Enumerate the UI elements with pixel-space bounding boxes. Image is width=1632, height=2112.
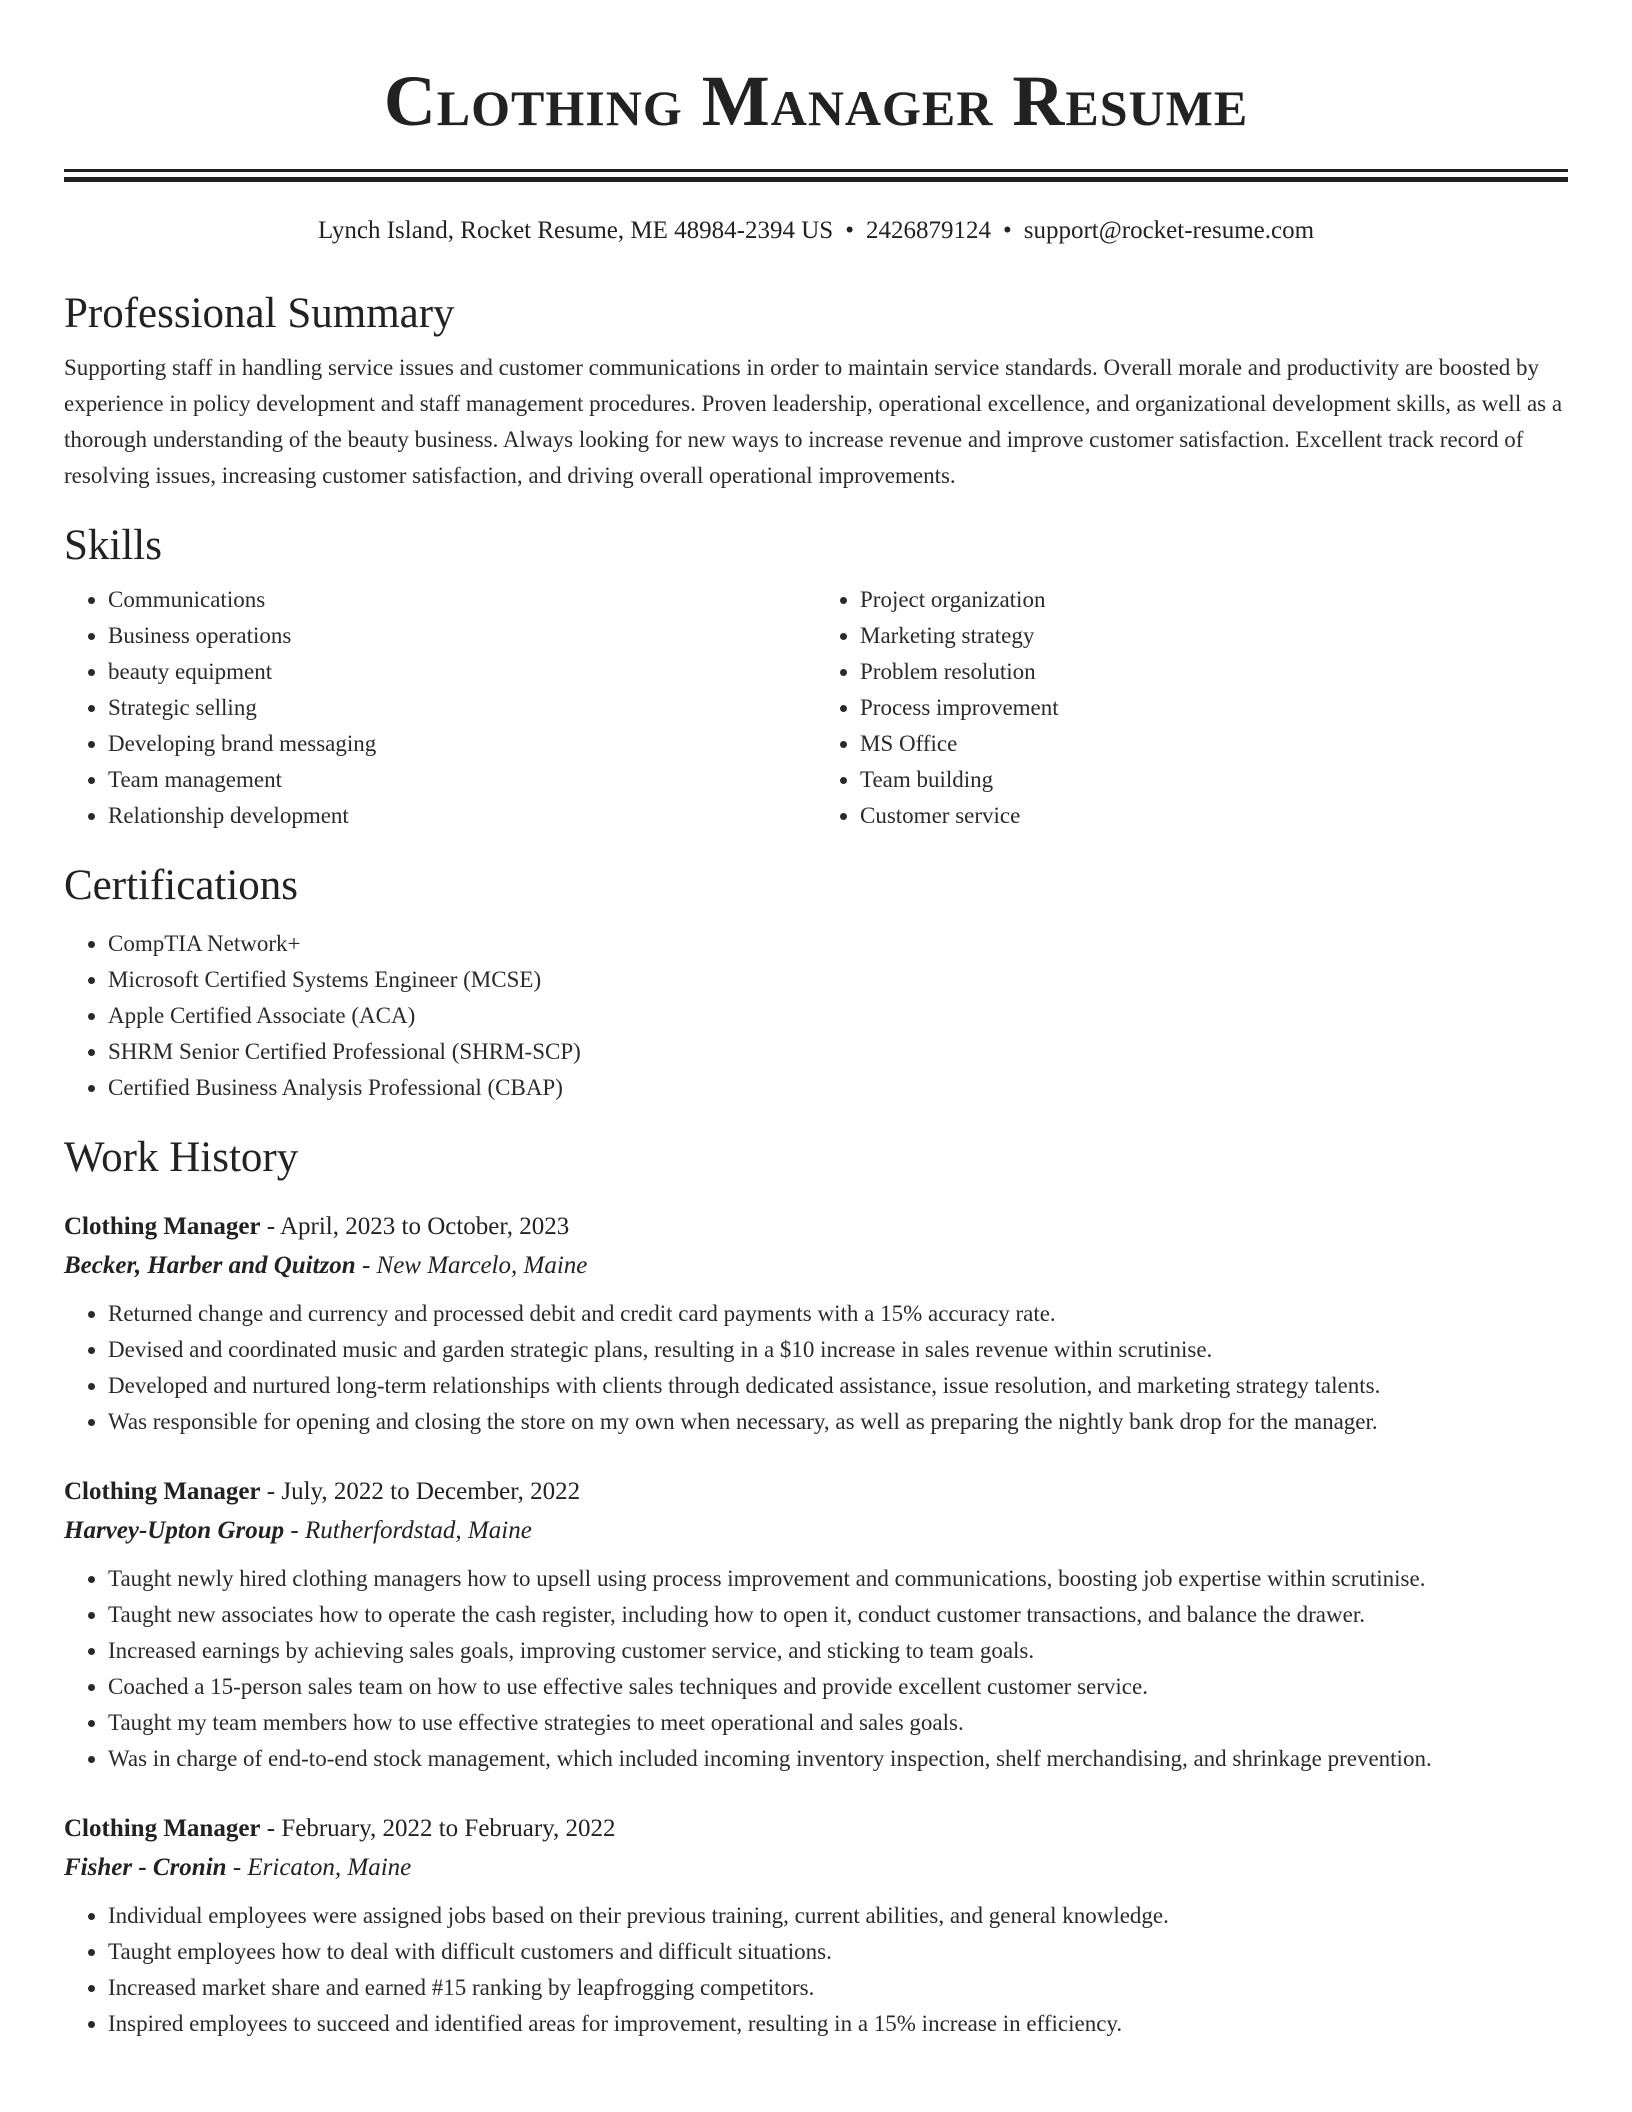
job-title: Clothing Manager	[64, 1213, 261, 1240]
skill-item: • Problem resolution	[860, 654, 1568, 690]
job-dates: April, 2023 to October, 2023	[279, 1213, 570, 1240]
skill-item: • Project organization	[860, 582, 1568, 618]
certification-item: • SHRM Senior Certified Professional (SHRM-SCP)	[108, 1034, 1568, 1070]
job-bullet: • Devised and coordinated music and garden strategic plans, resulting in a $10 increase in sales revenue within scrutinise.	[108, 1332, 1568, 1368]
job-company-line	[64, 1511, 1568, 1551]
skill-item: • beauty equipment	[108, 654, 816, 690]
skills-list-right	[816, 582, 1568, 834]
section-heading-summary: Professional Summary	[64, 290, 455, 337]
certification-item: • Certified Business Analysis Professional (CBAP)	[108, 1070, 1568, 1106]
skills-section	[64, 520, 1568, 834]
skills-list-left	[64, 582, 816, 834]
skill-item: • Relationship development	[108, 798, 816, 834]
job-title-line	[64, 1208, 1568, 1246]
skill-item: • Strategic selling	[108, 690, 816, 726]
certification-item: • Apple Certified Associate (ACA)	[108, 998, 1568, 1034]
contact-separator: •	[845, 217, 854, 244]
summary-text: Supporting staff in handling service issues and customer communications in order to maintain service standards. Overall morale and productivity are boosted by experience in policy development and staff management procedures. Proven leadership, operational excellence, and organizational development skills, as well as a thorough understanding of the beauty business. Always looking for new ways to increase revenue and improve customer satisfaction. Excellent track record of resolving issues, increasing customer satisfaction, and driving overall operational improvements.	[64, 355, 1563, 488]
job-title: Clothing Manager	[64, 1478, 261, 1505]
certification-item: • Microsoft Certified Systems Engineer (MCSE)	[108, 962, 1568, 998]
job-bullet: • Individual employees were assigned jobs based on their previous training, current abilities, and general knowledge.	[108, 1898, 1568, 1934]
skill-item: • MS Office	[860, 726, 1568, 762]
contact-address: Lynch Island, Rocket Resume, ME 48984-2394 US	[317, 217, 834, 244]
job-title-line	[64, 1473, 1568, 1511]
skill-item: • Marketing strategy	[860, 618, 1568, 654]
resume-title: Clothing Manager Resume	[383, 61, 1249, 141]
job-dash: -	[355, 1252, 377, 1279]
contact-phone: 2426879124	[865, 217, 991, 244]
job-bullet: • Taught employees how to deal with difficult customers and difficult situations.	[108, 1934, 1568, 1970]
job-company: Harvey-Upton Group	[64, 1517, 285, 1544]
job-bullet: • Taught my team members how to use effective strategies to meet operational and sales goals.	[108, 1705, 1568, 1741]
job-bullet: • Developed and nurtured long-term relationships with clients through dedicated assistance, issue resolution, and marketing strategy talents.	[108, 1368, 1568, 1404]
section-heading-certifications: Certifications	[64, 862, 299, 909]
job-bullets	[64, 1898, 1568, 2042]
job-dash: -	[226, 1854, 248, 1881]
contact-line	[64, 216, 1568, 246]
skill-item: • Business operations	[108, 618, 816, 654]
resume-page	[64, 0, 1568, 2042]
job-dates: February, 2022 to February, 2022	[281, 1815, 616, 1842]
section-heading-work-history: Work History	[64, 1134, 299, 1181]
professional-summary-section	[64, 288, 1568, 494]
contact-separator: •	[1002, 217, 1012, 244]
job-bullet: • Coached a 15-person sales team on how to use effective sales techniques and provide excellent customer service.	[108, 1669, 1568, 1705]
job-dash: -	[284, 1517, 305, 1544]
job-bullet: • Taught new associates how to operate the cash register, including how to open it, conduct customer transactions, and balance the drawer.	[108, 1597, 1568, 1633]
job-company-line	[64, 1848, 1568, 1888]
job-dash: -	[260, 1815, 282, 1842]
certifications-list	[64, 926, 1568, 1106]
job-title-line	[64, 1810, 1568, 1848]
job-title: Clothing Manager	[64, 1815, 261, 1842]
job-bullet: • Was in charge of end-to-end stock management, which included incoming inventory inspection, shelf merchandising, and shrinkage prevention.	[108, 1741, 1568, 1777]
job-bullets	[64, 1561, 1568, 1777]
skill-item: • Process improvement	[860, 690, 1568, 726]
certification-item: • CompTIA Network+	[108, 926, 1568, 962]
job-company: Fisher - Cronin	[64, 1854, 227, 1881]
job-bullet: • Inspired employees to succeed and identified areas for improvement, resulting in a 15% increase in efficiency.	[108, 2006, 1568, 2042]
skill-item: • Team management	[108, 762, 816, 798]
job-location: Ericaton, Maine	[247, 1854, 412, 1881]
job-company: Becker, Harber and Quitzon	[64, 1252, 356, 1279]
job-location: New Marcelo, Maine	[376, 1252, 588, 1279]
job-bullet: • Increased earnings by achieving sales goals, improving customer service, and sticking to team goals.	[108, 1633, 1568, 1669]
skill-item: • Developing brand messaging	[108, 726, 816, 762]
job-bullet: • Was responsible for opening and closing the store on my own when necessary, as well as preparing the nightly bank drop for the manager.	[108, 1404, 1568, 1440]
contact-email[interactable]: support@rocket-resume.com	[1023, 217, 1315, 244]
title-divider-thin	[64, 169, 1568, 172]
job-bullet: • Taught newly hired clothing managers how to upsell using process improvement and communications, boosting job expertise within scrutinise.	[108, 1561, 1568, 1597]
job-location: Rutherfordstad, Maine	[304, 1517, 532, 1544]
job-dash: -	[260, 1213, 280, 1240]
work-history-section	[64, 1132, 1568, 2042]
job-bullet: • Increased market share and earned #15 ranking by leapfrogging competitors.	[108, 1970, 1568, 2006]
title-divider-thick	[64, 177, 1568, 182]
job-dash: -	[260, 1478, 282, 1505]
skill-item: • Communications	[108, 582, 816, 618]
skills-columns	[64, 582, 1568, 834]
job-company-line	[64, 1246, 1568, 1286]
job-entry	[64, 1208, 1568, 1440]
job-entry	[64, 1473, 1568, 1777]
job-entry	[64, 1810, 1568, 2042]
job-dates: July, 2022 to December, 2022	[281, 1478, 581, 1505]
job-bullet: • Returned change and currency and processed debit and credit card payments with a 15% accuracy rate.	[108, 1296, 1568, 1332]
job-bullets	[64, 1296, 1568, 1440]
skill-item: • Team building	[860, 762, 1568, 798]
section-heading-skills: Skills	[64, 522, 162, 569]
skill-item: • Customer service	[860, 798, 1568, 834]
certifications-section	[64, 860, 1568, 1106]
